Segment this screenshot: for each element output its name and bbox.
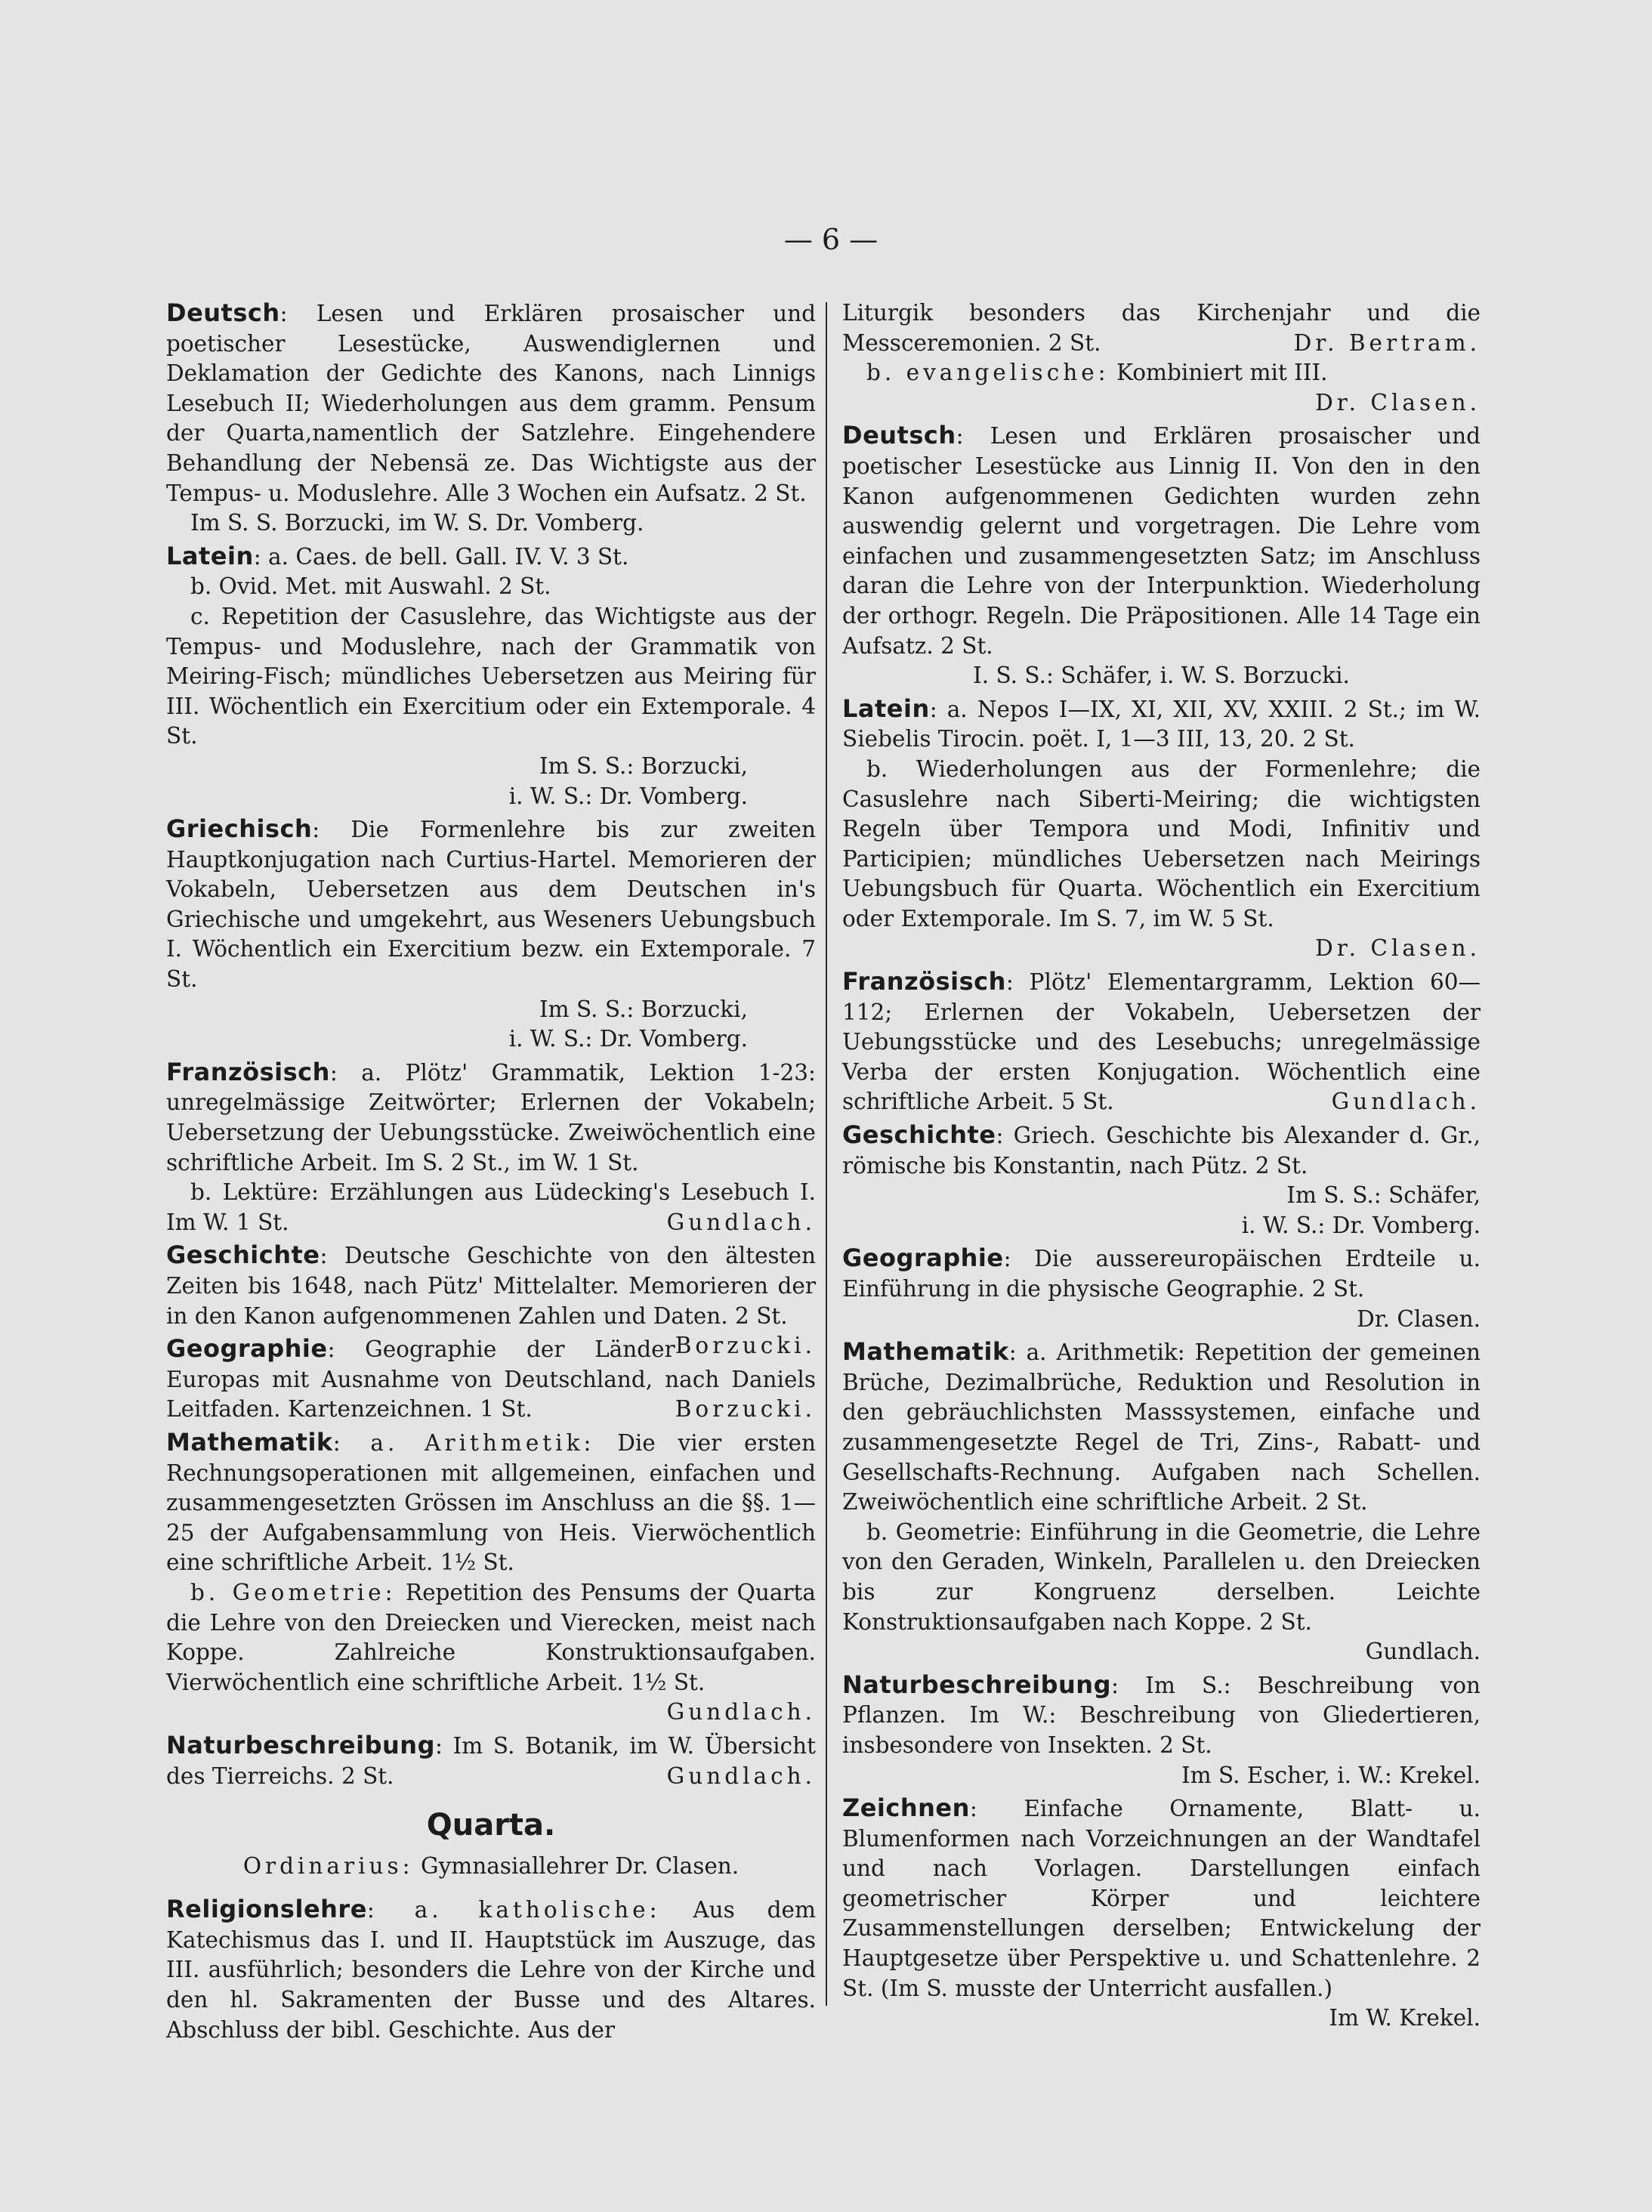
teacher-line: i. W. S.: Dr. Vomberg. [508,1026,748,1052]
naturbeschreibung-left-paragraph: Naturbeschreibung: Im S. Botanik, im W. Übersicht des Tierreichs. 2 St. Gundlach. [166,1731,816,1791]
deutsch-left-paragraph: Deutsch: Lesen und Erklären prosaischer und poetischer Lesestücke, Auswendiglernen und Deklamation der Gedichte des Kanons, nach Linnigs Lesebuch II; Wiederholungen aus dem gramm. Pensum der Quarta,namentlich der Satzlehre. Eingehendere Behandlung der Nebensä ze. Das Wichtigste aus der Tempus- u. Moduslehre. Alle 3 Wochen ein Aufsatz. 2 St. [166,298,816,506]
naturbeschreibung-right-paragraph: Naturbeschreibung: Im S.: Beschreibung von Pflanzen. Im W.: Beschreibung von Gliedertieren, insbesondere von Insekten. 2 St. [842,1670,1481,1758]
teacher-name: Gundlach. [666,1762,816,1789]
geographie-right-paragraph: Geographie: Die aussereuropäischen Erdteile u. Einführung in die physische Geographie. 2 St. [842,1243,1481,1302]
mathematik-b: b. Geometrie: Repetition des Pensums der Quarta die Lehre von den Dreiecken und Vierecken, meist nach Koppe. Zahlreiche Konstruktionsaufgaben. Vierwöchentlich eine schriftliche Arbeit. 1½ St. [166,1579,816,1695]
subject-heading: Naturbeschreibung [842,1670,1111,1699]
subject-heading: Latein [842,694,930,723]
ordinarius-line: Ordinarius: Gymnasiallehrer Dr. Clasen. [242,1852,740,1879]
left-column [166,298,816,2045]
teacher-line: Im S. S.: Schäfer, [1286,1182,1481,1209]
latein-left-paragraph: Latein: a. Caes. de bell. Gall. IV. V. 3 St. [166,541,629,570]
teacher-line: I. S. S.: Schäfer, i. W. S. Borzucki. [973,663,1350,689]
griechisch-paragraph: Griechisch: Die Formenlehre bis zur zweiten Hauptkonjugation nach Curtius-Hartel. Memorieren der Vokabeln, Uebersetzen aus dem Deutschen in's Griechische und umgekehrt, aus Weseners Uebungsbuch I. Wöchentlich ein Exercitium bezw. ein Extemporale. 7 St. [166,814,816,993]
mathematik-right-b: b. Geometrie: Einführung in die Geometrie, die Lehre von den Geraden, Winkeln, Parallelen u. den Dreiecken bis zur Kongruenz derselben. Leichte Konstruktionsaufgaben nach Koppe. 2 St. [842,1518,1481,1635]
latein-c: c. Repetition der Casuslehre, das Wichtigste aus der Tempus- und Moduslehre, nach der Grammatik von Meiring-Fisch; mündliches Uebersetzen aus Meiring für III. Wöchentlich ein Exercitium oder ein Extemporale. 4 St. [166,603,816,749]
geschichte-left-paragraph: Geschichte: Deutsche Geschichte von den ältesten Zeiten bis 1648, nach Pütz' Mittelalter. Memorieren der in den Kanon aufgenommenen Zahlen und Daten. 2 St. Borzucki. [166,1240,816,1331]
section-title-quarta: Quarta. [426,1808,556,1843]
subject-heading: Mathematik [166,1427,333,1457]
latein-right-paragraph: Latein: a. Nepos I—IX, XI, XII, XV, XXIII. 2 St.; im W. Siebelis Tirocin. poët. I, 1—3 III, 13, 20. 2 St. [842,694,1481,752]
teacher-line: Dr. Clasen. [1357,1305,1481,1332]
teacher-line: Gundlach. [666,1699,816,1725]
zeichnen-paragraph: Zeichnen: Einfache Ornamente, Blatt- u. Blumenformen nach Vorzeichnungen an der Wandtafel und nach Vorlagen. Darstellungen einfach geometrischer Körper und leichtere Zusammenstellungen derselben; Entwickelung der Hauptgesetze über Perspektive u. und Schattenlehre. 2 St. (Im S. musste der Unterricht ausfallen.) [842,1793,1481,2001]
subject-heading: Latein [166,541,254,570]
geschichte-right-paragraph: Geschichte: Griech. Geschichte bis Alexander d. Gr., römische bis Konstantin, nach Pütz. 2 St. [842,1120,1481,1179]
teacher-line: Dr. Clasen. [1315,389,1481,416]
subject-heading: Deutsch [166,298,280,327]
teacher-name: Borzucki. [675,1333,816,1359]
religion-continuation: Liturgik besonders das Kirchenjahr und die Messceremonien. 2 St. Dr. Bertram. [842,298,1481,358]
subject-heading: Deutsch [842,421,956,450]
religionslehre-paragraph: Religionslehre: a. katholische: Aus dem Katechismus das I. und II. Hauptstück im Auszuge, das III. ausführlich; besonders die Lehre von der Kirche und den hl. Sakramenten der Busse und des Altares. Abschluss der bibl. Geschichte. Aus der [166,1895,816,2043]
teacher-name: Borzucki. [675,1396,816,1423]
mathematik-left-paragraph: Mathematik: a. Arithmetik: Die vier ersten Rechnungsoperationen mit allgemeinen, einfachen und zusammengesetzten Grössen im Anschluss an die §§. 1—25 der Aufgabensammlung von Heis. Vierwöchentlich eine schriftliche Arbeit. 1½ St. [166,1427,816,1576]
teacher-line: Im S. S.: Borzucki, [539,752,748,779]
subject-heading: Geschichte [166,1240,320,1270]
franzoesisch-b: b. Lektüre: Erzählungen aus Lüdecking's Lesebuch I. Im W. 1 St. Gundlach. [166,1178,816,1237]
teacher-line: Im W. Krekel. [1329,2005,1481,2031]
teacher-line: Gundlach. [1365,1639,1481,1665]
subject-heading: Geschichte [842,1120,996,1150]
religion-evangelisch: b. evangelische: Kombiniert mit III. [866,360,1328,386]
subject-heading: Religionslehre [166,1895,367,1924]
teacher-name: Dr. Bertram. [1293,329,1481,356]
page-number: — 6 — [783,223,878,256]
subject-heading: Zeichnen [842,1793,970,1823]
franzoesisch-right-paragraph: Französisch: Plötz' Elementargramm, Lektion 60—112; Erlernen der Vokabeln, Uebersetzen der Uebungsstücke und des Lesebuchs; unregelmässige Verba der ersten Konjugation. Wöchentlich eine schriftliche Arbeit. 5 St. Gundlach. [842,967,1481,1117]
teacher-name: Gundlach. [1331,1089,1481,1115]
right-column [842,298,1481,2034]
teacher-line: Im S. S. Borzucki, im W. S. Dr. Vomberg. [190,510,644,536]
subject-heading: Naturbeschreibung [166,1730,435,1759]
teacher-line: Dr. Clasen. [1315,935,1481,962]
teacher-line: i. W. S.: Dr. Vomberg. [508,783,748,809]
subject-heading: Französisch [842,967,1006,996]
teacher-line: Im S. S.: Borzucki, [539,996,748,1022]
subject-heading: Mathematik [842,1337,1009,1367]
franzoesisch-left-paragraph: Französisch: a. Plötz' Grammatik, Lektion 1-23: unregelmässige Zeitwörter; Erlernen der Vokabeln; Uebersetzung der Uebungsstücke. Zweiwöchentlich eine schriftliche Arbeit. Im S. 2 St., im W. 1 St. [166,1057,816,1176]
subject-heading: Französisch [166,1057,330,1086]
teacher-line: Im S. Escher, i. W.: Krekel. [1181,1762,1481,1788]
geographie-left-paragraph: Geographie: Geographie der Länder Europas mit Ausnahme von Deutschland, nach Daniels Leitfaden. Kartenzeichnen. 1 St. Borzucki. [166,1334,816,1425]
teacher-name: Gundlach. [666,1209,816,1235]
latein-b: b. Ovid. Met. mit Auswahl. 2 St. [190,573,551,600]
subject-heading: Geographie [842,1243,1004,1273]
latein-right-b: b. Wiederholungen aus der Formenlehre; die Casuslehre nach Siberti-Meiring; die wichtigsten Regeln über Tempora und Modi, Infinitiv und Participien; mündliches Uebersetzen nach Meirings Uebungsbuch für Quarta. Wöchentlich ein Exercitium oder Extemporale. Im S. 7, im W. 5 St. [842,755,1481,931]
subject-heading: Griechisch [166,814,313,844]
deutsch-right-paragraph: Deutsch: Lesen und Erklären prosaischer und poetischer Lesestücke aus Linnig II. Von den in den Kanon aufgenommenen Gedichten wurden zehn auswendig gelernt und vorgetragen. Die Lehre vom einfachen und zusammengesetzten Satz; im Anschluss daran die Lehre von der Interpunktion. Wiederholung der orthogr. Regeln. Die Präpositionen. Alle 14 Tage ein Aufsatz. 2 St. [842,421,1481,659]
teacher-line: i. W. S.: Dr. Vomberg. [1241,1212,1481,1238]
subject-heading: Geographie [166,1334,328,1364]
mathematik-right-paragraph: Mathematik: a. Arithmetik: Repetition der gemeinen Brüche, Dezimalbrüche, Reduktion und Resolution in den gebräuchlichsten Masssystemen, einfache und zusammengesetzte Regel de Tri, Zins-, Rabatt- und Gesellschafts-Rechnung. Aufgaben nach Schellen. Zweiwöchentlich eine schriftliche Arbeit. 2 St. [842,1337,1481,1515]
column-divider [826,302,827,2006]
